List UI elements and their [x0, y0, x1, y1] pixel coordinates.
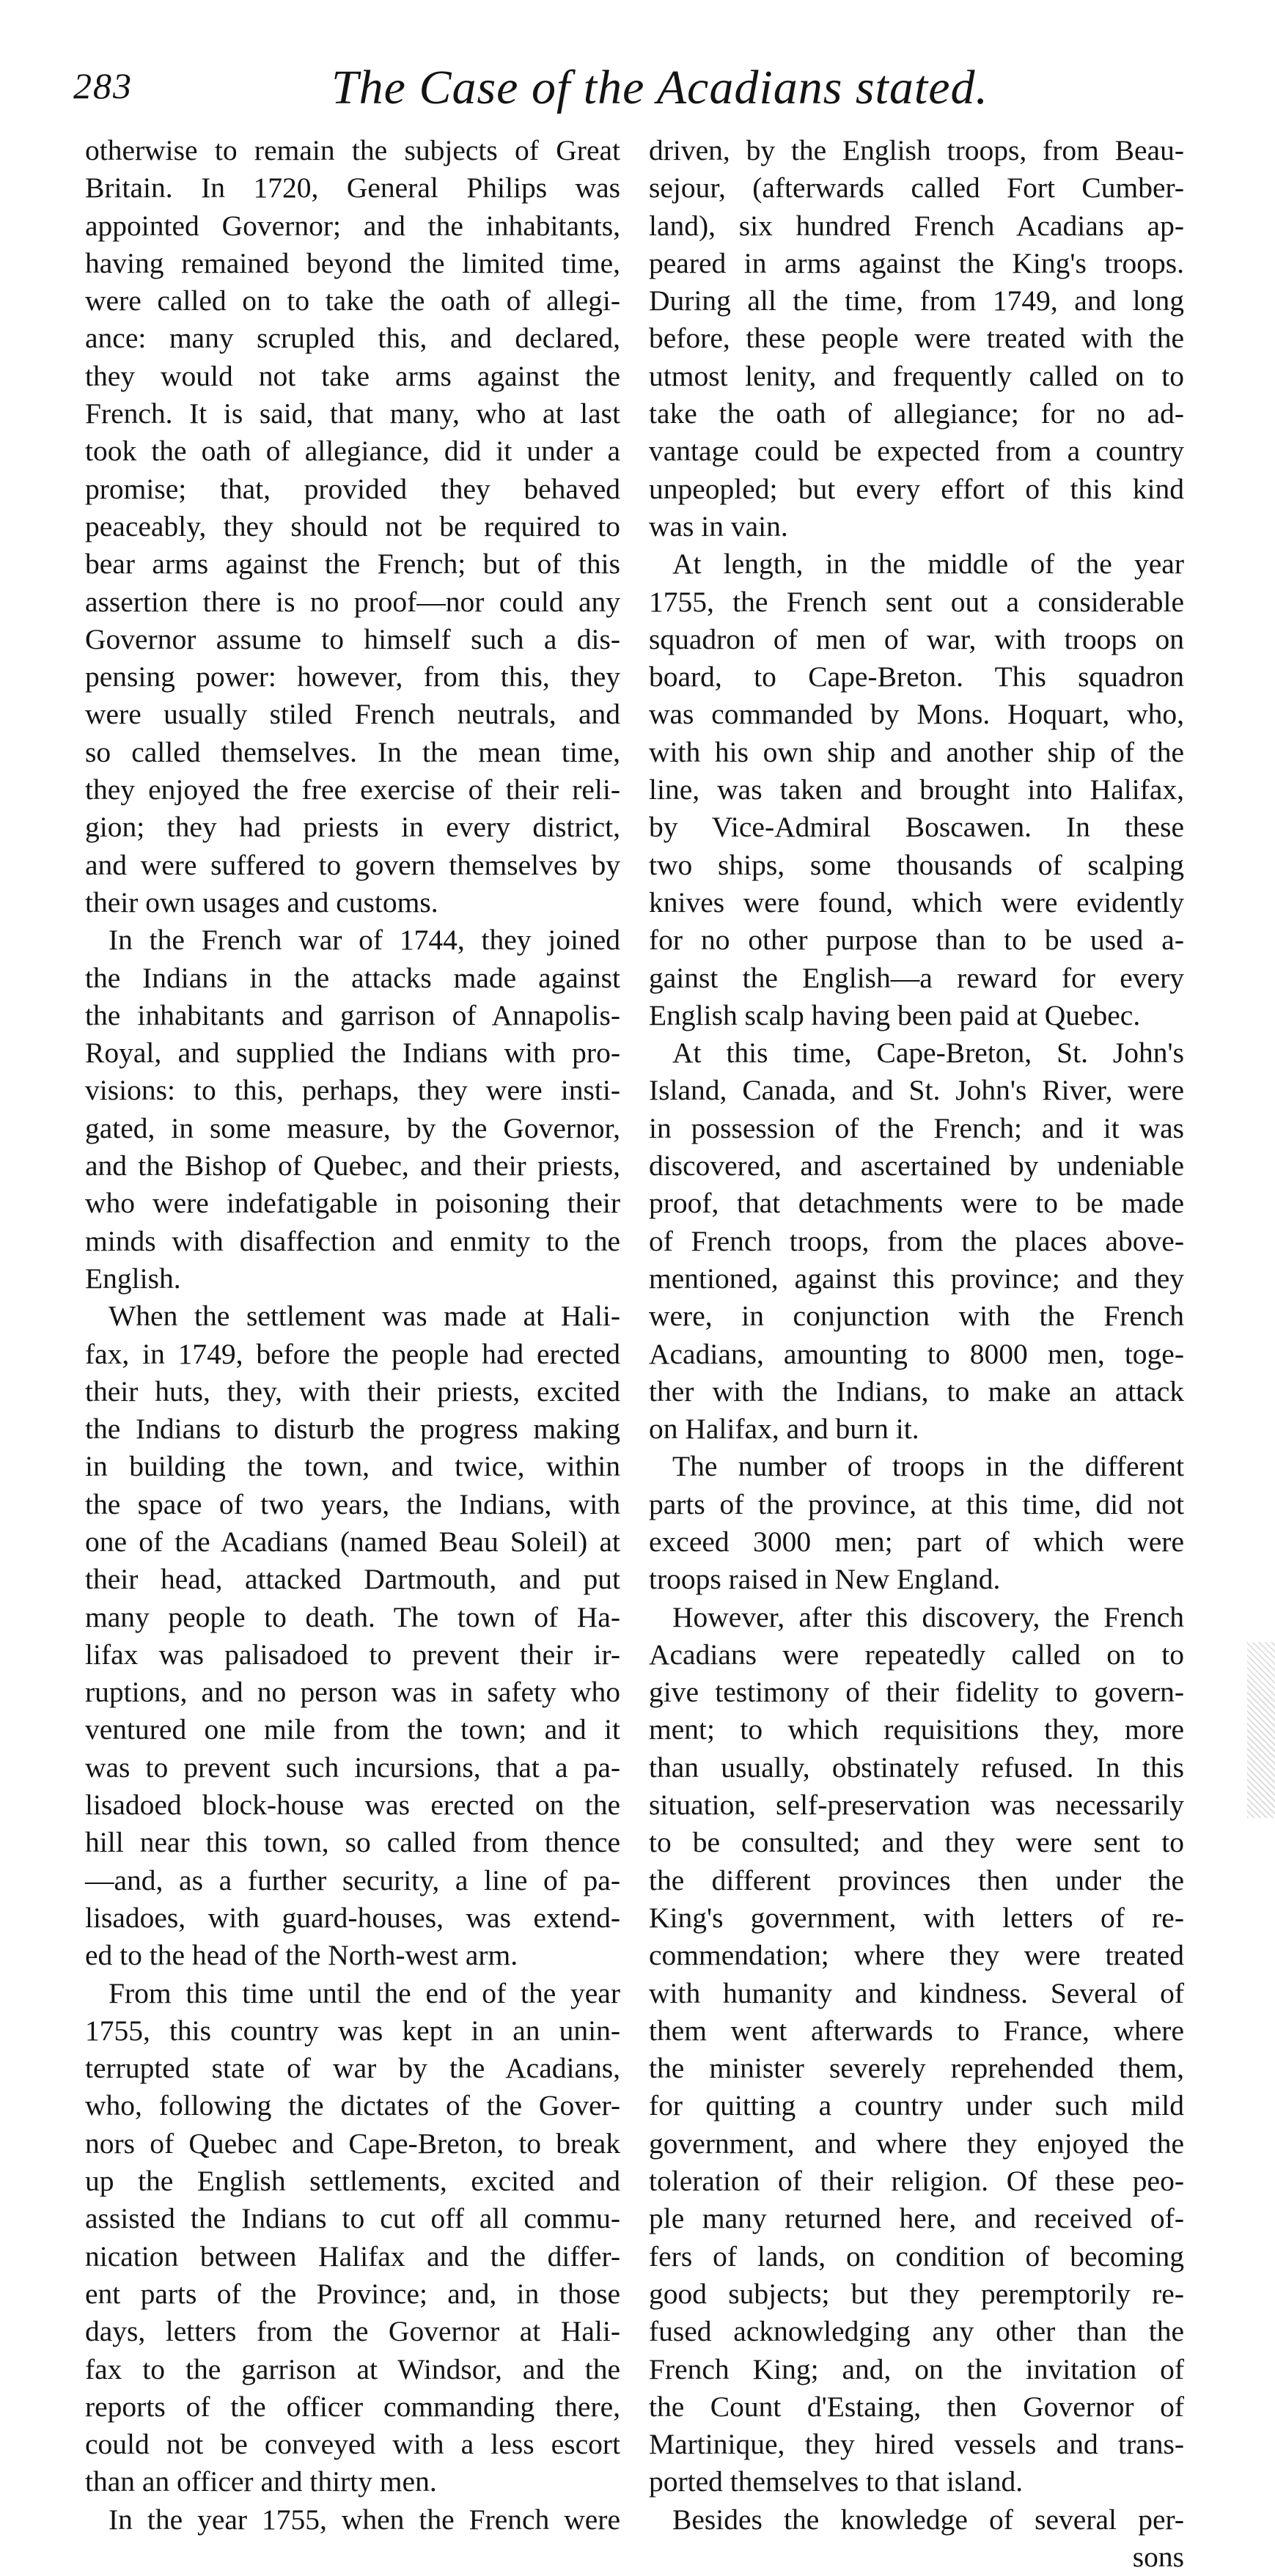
running-title: The Case of the Acadians stated.: [331, 61, 989, 114]
text-line: give testimony of their fidelity to govern-: [649, 1676, 1184, 1709]
text-line: French. It is said, that many, who at last: [85, 397, 620, 430]
text-line: line, was taken and brought into Halifax,: [649, 773, 1184, 806]
text-line: having remained beyond the limited time,: [85, 246, 620, 279]
text-line: their head, attacked Dartmouth, and put: [85, 1563, 620, 1596]
text-line: they would not take arms against the: [85, 359, 620, 392]
text-line: appointed Governor; and the inhabitants,: [85, 209, 620, 242]
page-header: [73, 51, 1188, 132]
text-line: assisted the Indians to cut off all commu-: [85, 2202, 620, 2235]
text-line: sejour, (afterwards called Fort Cumber-: [649, 172, 1184, 205]
text-line: ther with the Indians, to make an attack: [649, 1375, 1184, 1407]
text-line: Acadians were repeatedly called on to: [649, 1638, 1184, 1671]
text-line: At length, in the middle of the year: [672, 548, 1184, 581]
text-line: ent parts of the Province; and, in those: [85, 2277, 620, 2310]
text-line: situation, self-preservation was necessarily: [649, 1789, 1184, 1822]
text-line: Acadians, amounting to 8000 men, toge-: [649, 1337, 1184, 1370]
text-line: knives were found, which were evidently: [649, 886, 1184, 919]
text-line: for no other purpose than to be used a-: [649, 924, 1184, 957]
text-line: the minister severely reprehended them,: [649, 2052, 1184, 2085]
text-line: gion; they had priests in every district,: [85, 811, 620, 844]
text-line: was commanded by Mons. Hoquart, who,: [649, 698, 1184, 731]
text-line: sons: [1132, 2541, 1184, 2573]
text-line: peared in arms against the King's troops.: [649, 246, 1184, 279]
text-line: During all the time, from 1749, and long: [649, 284, 1184, 317]
text-line: However, after this discovery, the French: [672, 1600, 1184, 1633]
text-line: them went afterwards to France, where: [649, 2014, 1184, 2047]
text-line: the inhabitants and garrison of Annapolis-: [85, 998, 620, 1031]
text-line: Britain. In 1720, General Philips was: [85, 172, 620, 205]
text-line: their huts, they, with their priests, excited: [85, 1375, 620, 1407]
text-line: many people to death. The town of Ha-: [85, 1600, 620, 1633]
text-line: was in vain.: [649, 509, 788, 542]
text-line: parts of the province, at this time, did not: [649, 1487, 1184, 1520]
text-line: Martinique, they hired vessels and trans-: [649, 2428, 1184, 2461]
text-line: English.: [85, 1262, 181, 1295]
text-line: troops raised in New England.: [649, 1563, 1001, 1596]
text-line: From this time until the end of the year: [109, 1976, 620, 2009]
text-line: When the settlement was made at Hali-: [109, 1300, 620, 1333]
text-line: assertion there is no proof—nor could any: [85, 585, 620, 618]
text-line: 1755, the French sent out a considerable: [649, 585, 1184, 618]
text-line: were, in conjunction with the French: [649, 1300, 1184, 1333]
text-line: Island, Canada, and St. John's River, were: [649, 1074, 1184, 1107]
text-line: English scalp having been paid at Quebec.: [649, 998, 1141, 1031]
text-line: Royal, and supplied the Indians with pro-: [85, 1037, 620, 1070]
text-line: of French troops, from the places above-: [649, 1224, 1184, 1257]
text-line: fers of lands, on condition of becoming: [649, 2240, 1184, 2273]
text-line: they enjoyed the free exercise of their reli-: [85, 773, 620, 806]
text-line: ance: many scrupled this, and declared,: [85, 322, 620, 355]
text-line: in building the town, and twice, within: [85, 1450, 620, 1483]
text-line: land), six hundred French Acadians ap-: [649, 209, 1184, 242]
text-line: 1755, this country was kept in an unin-: [85, 2014, 620, 2047]
text-line: before, these people were treated with the: [649, 322, 1184, 355]
text-line: and the Bishop of Quebec, and their priests,: [85, 1149, 620, 1182]
text-line: were called on to take the oath of allegi-: [85, 284, 620, 317]
text-line: fused acknowledging any other than the: [649, 2315, 1184, 2348]
text-line: were usually stiled French neutrals, and: [85, 698, 620, 731]
text-line: with humanity and kindness. Several of: [649, 1976, 1184, 2009]
text-line: for quitting a country under such mild: [649, 2089, 1184, 2122]
text-line: nication between Halifax and the differ-: [85, 2240, 620, 2273]
text-line: lifax was palisadoed to prevent their ir-: [85, 1638, 620, 1671]
text-line: nors of Quebec and Cape-Breton, to break: [85, 2127, 620, 2160]
text-line: by Vice-Admiral Boscawen. In these: [649, 811, 1184, 844]
text-line: bear arms against the French; but of this: [85, 548, 620, 581]
right-text-column: [649, 132, 1184, 2573]
text-line: in possession of the French; and it was: [649, 1111, 1184, 1144]
text-line: unpeopled; but every effort of this kind: [649, 472, 1184, 505]
text-line: ruptions, and no person was in safety who: [85, 1676, 620, 1709]
text-line: proof, that detachments were to be made: [649, 1187, 1184, 1220]
text-line: —and, as a further security, a line of pa-: [85, 1863, 620, 1896]
text-line: the Count d'Estaing, then Governor of: [649, 2390, 1184, 2423]
left-text-column: [85, 132, 620, 2536]
text-line: toleration of their religion. Of these peo-: [649, 2165, 1184, 2198]
text-line: and were suffered to govern themselves by: [85, 848, 620, 881]
text-line: good subjects; but they peremptorily re-: [649, 2277, 1184, 2310]
text-line: exceed 3000 men; part of which were: [649, 1525, 1184, 1558]
text-line: with his own ship and another ship of the: [649, 735, 1184, 768]
text-line: ple many returned here, and received of-: [649, 2202, 1184, 2235]
text-line: two ships, some thousands of scalping: [649, 848, 1184, 881]
text-line: Besides the knowledge of several per-: [672, 2503, 1184, 2536]
text-line: government, and where they enjoyed the: [649, 2127, 1184, 2160]
print-speckle-mark: [1247, 1642, 1275, 1818]
text-line: vantage could be expected from a country: [649, 435, 1184, 468]
text-line: promise; that, provided they behaved: [85, 472, 620, 505]
text-line: ventured one mile from the town; and it: [85, 1713, 620, 1746]
text-line: took the oath of allegiance, did it under a: [85, 435, 620, 468]
text-line: In the French war of 1744, they joined: [109, 924, 620, 957]
text-line: the different provinces then under the: [649, 1863, 1184, 1896]
text-line: reports of the officer commanding there,: [85, 2390, 620, 2423]
text-line: ment; to which requisitions they, more: [649, 1713, 1184, 1746]
text-line: fax to the garrison at Windsor, and the: [85, 2352, 620, 2385]
text-line: ported themselves to that island.: [649, 2465, 1024, 2498]
text-line: the Indians in the attacks made against: [85, 961, 620, 994]
text-line: Governor assume to himself such a dis-: [85, 622, 620, 655]
text-line: driven, by the English troops, from Beau-: [649, 134, 1184, 166]
text-line: could not be conveyed with a less escort: [85, 2428, 620, 2461]
text-line: lisadoed block-house was erected on the: [85, 1789, 620, 1822]
text-line: The number of troops in the different: [672, 1450, 1184, 1483]
text-line: peaceably, they should not be required to: [85, 509, 620, 542]
text-line: minds with disaffection and enmity to the: [85, 1224, 620, 1257]
text-line: discovered, and ascertained by undeniable: [649, 1149, 1184, 1182]
text-line: mentioned, against this province; and they: [649, 1262, 1184, 1295]
text-line: than an officer and thirty men.: [85, 2465, 437, 2498]
text-line: one of the Acadians (named Beau Soleil) at: [85, 1525, 620, 1558]
text-line: the space of two years, the Indians, with: [85, 1487, 620, 1520]
text-line: the Indians to disturb the progress making: [85, 1413, 620, 1446]
text-line: otherwise to remain the subjects of Great: [85, 134, 620, 166]
text-line: commendation; where they were treated: [649, 1939, 1184, 1972]
text-line: squadron of men of war, with troops on: [649, 622, 1184, 655]
text-line: French King; and, on the invitation of: [649, 2352, 1184, 2385]
text-line: visions: to this, perhaps, they were insti-: [85, 1074, 620, 1107]
text-line: lisadoes, with guard-houses, was extend-: [85, 1901, 620, 1934]
text-line: hill near this town, so called from thence: [85, 1826, 620, 1859]
text-line: fax, in 1749, before the people had erected: [85, 1337, 620, 1370]
text-line: their own usages and customs.: [85, 886, 438, 919]
text-line: who were indefatigable in poisoning their: [85, 1187, 620, 1220]
text-line: utmost lenity, and frequently called on to: [649, 359, 1184, 392]
text-line: was to prevent such incursions, that a pa-: [85, 1751, 620, 1784]
text-line: up the English settlements, excited and: [85, 2165, 620, 2198]
text-line: on Halifax, and burn it.: [649, 1413, 919, 1446]
text-line: King's government, with letters of re-: [649, 1901, 1184, 1934]
text-line: gainst the English—a reward for every: [649, 961, 1184, 994]
text-line: days, letters from the Governor at Hali-: [85, 2315, 620, 2348]
text-line: take the oath of allegiance; for no ad-: [649, 397, 1184, 430]
text-line: board, to Cape-Breton. This squadron: [649, 660, 1184, 693]
text-line: pensing power: however, from this, they: [85, 660, 620, 693]
text-line: At this time, Cape-Breton, St. John's: [672, 1037, 1184, 1070]
text-line: ed to the head of the North-west arm.: [85, 1939, 518, 1972]
text-line: to be consulted; and they were sent to: [649, 1826, 1184, 1859]
text-line: In the year 1755, when the French were: [109, 2503, 620, 2536]
text-line: gated, in some measure, by the Governor,: [85, 1111, 620, 1144]
text-line: than usually, obstinately refused. In this: [649, 1751, 1184, 1784]
text-line: terrupted state of war by the Acadians,: [85, 2052, 620, 2085]
text-line: so called themselves. In the mean time,: [85, 735, 620, 768]
page-number: 283: [73, 65, 133, 106]
text-line: who, following the dictates of the Gover-: [85, 2089, 620, 2122]
